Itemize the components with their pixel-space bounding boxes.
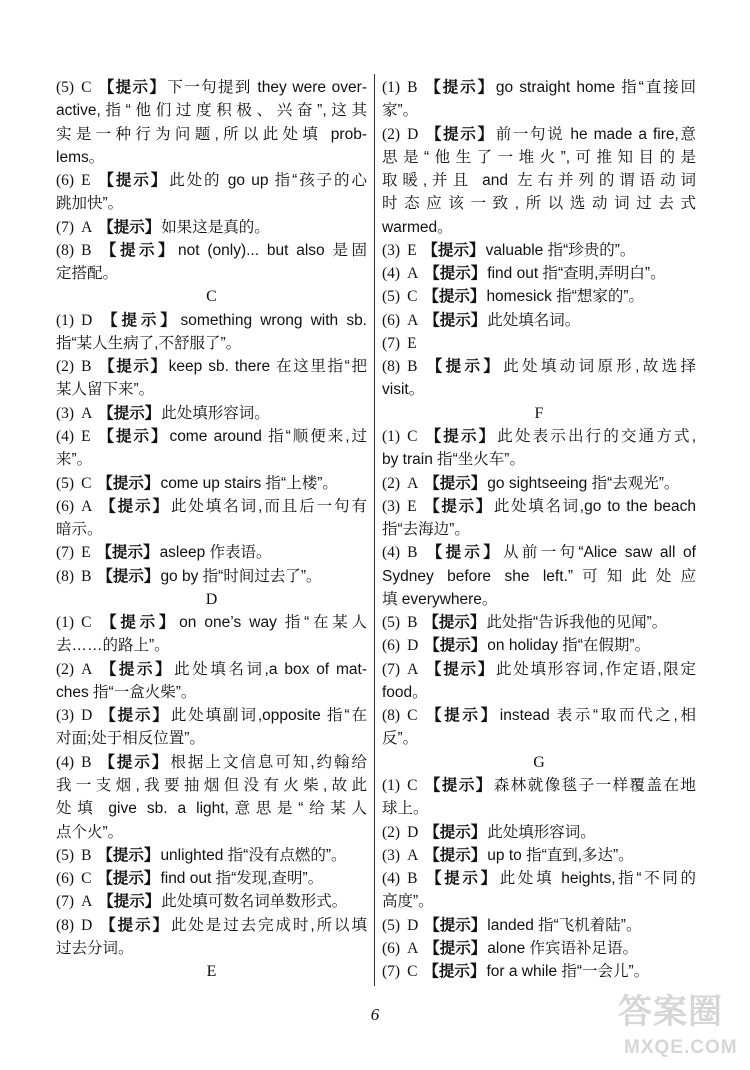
answer-item-first-line (56, 355, 367, 378)
answer-item (382, 425, 696, 472)
hint-text-continuation: warmed。 (382, 218, 453, 236)
question-number: (1) (382, 79, 401, 96)
hint-text-continuation: active,指“他们过度积极、兴奋”,这其 (56, 102, 367, 120)
question-number: (8) (382, 707, 401, 725)
answer-item (382, 960, 696, 983)
answer-item-first-line (382, 634, 696, 657)
answer-item-first-line (56, 169, 367, 192)
answer-item-first-line (56, 309, 367, 332)
left-column (56, 76, 367, 983)
question-number: (4) (382, 265, 401, 283)
hint-text-continuation: 过去分词。 (56, 939, 134, 957)
question-number: (2) (382, 823, 401, 841)
answer-item (56, 541, 367, 564)
answer-letter: E (81, 544, 91, 562)
hint-text: go by 指“时间过去了”。 (160, 567, 322, 585)
answer-letter: D (407, 637, 419, 655)
hint-label: 【提示】 (98, 916, 170, 934)
answer-letter: A (407, 939, 419, 957)
hint-text: 此处填名词,a box of mat- (174, 660, 367, 678)
answer-item-first-line (382, 309, 696, 332)
answer-letter: B (81, 241, 92, 259)
question-number: (7) (382, 660, 401, 678)
question-number: (3) (56, 404, 75, 422)
hint-text: landed 指“飞机着陆”。 (487, 916, 642, 934)
answer-letter: C (407, 288, 418, 306)
answer-letter: E (81, 172, 91, 190)
answer-letter: C (407, 427, 418, 445)
answer-item (56, 751, 367, 844)
answer-letter: D (81, 311, 93, 329)
hint-text-continuation: 指“某人生病了,不舒服了”。 (56, 334, 242, 352)
answer-item (56, 355, 367, 402)
question-number: (7) (56, 893, 75, 911)
answer-item-first-line (382, 914, 696, 937)
answer-item (382, 285, 696, 308)
hint-label: 【提示】 (424, 939, 487, 957)
hint-text: 此处填动词原形,故选择 (503, 358, 696, 376)
hint-label: 【提示】 (98, 311, 180, 329)
question-number: (6) (382, 311, 401, 329)
hint-text-continuation: Sydney before she left.”可知此处应 (382, 567, 696, 585)
answer-item-first-line (382, 937, 696, 960)
question-number: (5) (56, 846, 75, 864)
question-number: (5) (56, 474, 75, 492)
question-number: (4) (382, 544, 401, 562)
answer-item (56, 425, 367, 472)
answer-item-first-line (382, 123, 696, 146)
hint-text-continuation: visit。 (382, 381, 425, 399)
answer-letter: B (407, 544, 418, 562)
answer-item-first-line (382, 425, 696, 448)
question-number: (5) (382, 916, 401, 934)
hint-text: keep sb. there 在这里指“把 (168, 358, 367, 376)
answer-item (382, 76, 696, 123)
hint-label: 【提示】 (424, 637, 487, 655)
answer-letter: C (81, 474, 92, 492)
answer-letter: C (81, 614, 92, 632)
hint-text: 从前一句“Alice saw all of (503, 544, 696, 562)
answer-item (382, 541, 696, 611)
question-number: (5) (382, 288, 401, 306)
question-number: (8) (56, 567, 75, 585)
question-number: (6) (382, 637, 401, 655)
hint-label: 【提示】 (97, 241, 177, 259)
answer-item-first-line (56, 704, 367, 727)
answer-letter: A (407, 846, 419, 864)
hint-label: 【提示】 (98, 660, 174, 678)
question-number: (8) (56, 916, 75, 934)
question-number: (1) (56, 614, 75, 632)
hint-text-continuation: 定搭配。 (56, 265, 119, 283)
hint-label: 【提示】 (98, 893, 161, 911)
question-number: (6) (56, 172, 75, 190)
question-number: (8) (56, 241, 75, 259)
question-number: (8) (382, 358, 401, 376)
question-number: (4) (382, 870, 401, 888)
answer-item (56, 216, 367, 239)
hint-text: unlighted 指“没有点燃的”。 (160, 846, 347, 864)
answer-item-first-line (56, 402, 367, 425)
answer-item-first-line (56, 472, 367, 495)
answer-item-first-line (382, 355, 696, 378)
answer-item (382, 309, 696, 332)
hint-text: 如果这是真的。 (161, 218, 270, 236)
question-number: (4) (56, 427, 75, 445)
hint-label: 【提示】 (97, 474, 160, 492)
hint-text: 此处指“告诉我他的见闻”。 (486, 614, 668, 632)
hint-label: 【提示】 (424, 823, 487, 841)
answer-item-first-line (382, 285, 696, 308)
hint-label: 【提示】 (422, 497, 493, 515)
right-column (382, 76, 696, 983)
answer-item (56, 472, 367, 495)
answer-item (382, 239, 696, 262)
answer-letter: D (81, 916, 93, 934)
answer-item (56, 890, 367, 913)
hint-text-continuation: 球上。 (382, 800, 429, 818)
answer-item (382, 472, 696, 495)
answer-item (382, 332, 696, 355)
answer-letter: C (407, 963, 418, 981)
answer-item-first-line (56, 216, 367, 239)
answer-item (56, 565, 367, 588)
hint-text-continuation: ches 指“一盒火柴”。 (56, 683, 197, 701)
hint-text-continuation: 取暖,并且 and 左右并列的谓语动词 (382, 172, 696, 190)
answer-letter: A (407, 265, 419, 283)
hint-label: 【提示】 (423, 79, 495, 96)
hint-label: 【提示】 (424, 916, 487, 934)
question-number: (5) (56, 79, 75, 96)
answer-item-first-line (56, 611, 367, 634)
answer-item (382, 867, 696, 914)
answer-item (382, 262, 696, 285)
answer-item (382, 821, 696, 844)
question-number: (4) (56, 753, 75, 771)
answer-letter: E (81, 427, 91, 445)
hint-label: 【提示】 (424, 311, 487, 329)
hint-text-continuation: 处填 give sb. a light,意思是“给某人 (56, 800, 367, 818)
hint-label: 【提示】 (96, 172, 169, 190)
hint-label: 【提示】 (96, 544, 159, 562)
answer-letter: B (407, 614, 418, 632)
answer-item (56, 914, 367, 961)
answer-item (382, 774, 696, 821)
hint-text-continuation: by train 指“坐火车”。 (382, 451, 525, 469)
hint-label: 【提示】 (424, 660, 495, 678)
hint-label: 【提示】 (97, 846, 160, 864)
answer-letter: A (81, 497, 93, 515)
hint-text-continuation: 某人留下来”。 (56, 381, 155, 399)
answer-letter: E (407, 497, 417, 515)
hint-text: come around 指“顺便来,过 (169, 427, 367, 445)
hint-text: 此处表示出行的交通方式, (497, 427, 696, 445)
hint-text-continuation: 时态应该一致,所以选动词过去式 (382, 195, 696, 213)
answer-letter: B (407, 79, 418, 96)
answer-letter: A (407, 474, 419, 492)
hint-text: 此处填 heights,指“不同的 (499, 870, 696, 888)
hint-text: on one’s way 指“在某人 (179, 614, 367, 632)
hint-text-continuation: 来”。 (56, 451, 93, 469)
question-number: (6) (56, 497, 75, 515)
answer-item-first-line (56, 76, 367, 99)
question-number: (1) (56, 311, 75, 329)
answer-item-first-line (382, 844, 696, 867)
hint-text-continuation: lems。 (56, 148, 105, 166)
hint-text: 此处是过去完成时,所以填 (170, 916, 367, 934)
hint-label: 【提示】 (424, 474, 487, 492)
answer-item-first-line (382, 611, 696, 634)
answer-item-first-line (56, 844, 367, 867)
hint-label: 【提示】 (423, 707, 499, 725)
hint-text-continuation: 填 everywhere。 (382, 590, 498, 608)
hint-label: 【提示】 (97, 567, 160, 585)
question-number: (2) (382, 474, 401, 492)
answer-letter: E (407, 241, 417, 259)
answer-letter: A (81, 660, 93, 678)
hint-label: 【提示】 (98, 218, 161, 236)
hint-label: 【提示】 (423, 288, 486, 306)
answer-item (382, 844, 696, 867)
answer-item (382, 914, 696, 937)
answer-item (56, 309, 367, 356)
answer-item-first-line (382, 658, 696, 681)
hint-label: 【提示】 (423, 358, 503, 376)
hint-text-continuation: 跳加快”。 (56, 195, 124, 213)
hint-text: on holiday 指“在假期”。 (487, 637, 651, 655)
hint-label: 【提示】 (423, 427, 497, 445)
hint-text: asleep 作表语。 (159, 544, 272, 562)
page-number: 6 (370, 1005, 380, 1024)
answer-letter: B (81, 753, 92, 771)
hint-label: 【提示】 (424, 265, 487, 283)
question-number: (2) (382, 125, 401, 143)
answer-item (382, 658, 696, 705)
answer-letter: A (81, 893, 93, 911)
answer-letter: D (81, 707, 93, 725)
hint-text: 此处填形容词,作定语,限定 (495, 660, 696, 678)
hint-label: 【提示】 (98, 404, 161, 422)
answer-letter: B (81, 358, 92, 376)
question-number: (2) (56, 358, 75, 376)
hint-label: 【提示】 (98, 707, 170, 725)
hint-text-continuation: 高度”。 (382, 893, 434, 911)
hint-text-continuation: 家”。 (382, 102, 419, 120)
answer-item-first-line (382, 541, 696, 564)
answer-item (56, 76, 367, 169)
hint-text-continuation: 思是“他生了一堆火”,可推知目的是 (382, 148, 696, 166)
hint-label: 【提示】 (424, 125, 495, 143)
answer-item (382, 495, 696, 542)
question-number: (5) (382, 614, 401, 632)
answer-letter: C (407, 776, 418, 794)
answer-letter: A (407, 311, 419, 329)
hint-text: 此处填名词。 (487, 311, 581, 329)
section-heading: F (534, 404, 544, 422)
hint-label: 【提示】 (97, 79, 167, 96)
answer-item (56, 402, 367, 425)
answer-item (56, 169, 367, 216)
answer-letter: D (407, 916, 419, 934)
answer-item-first-line (382, 867, 696, 890)
hint-text: 此处填可数名词单数形式。 (161, 893, 348, 911)
question-number: (7) (56, 218, 75, 236)
answer-item (56, 239, 367, 286)
answer-item-first-line (382, 821, 696, 844)
hint-text: go straight home 指“直接回 (495, 79, 696, 96)
column-divider (374, 74, 375, 986)
hint-text: homesick 指“想家的”。 (486, 288, 645, 306)
answer-letter: A (81, 218, 93, 236)
question-number: (2) (56, 660, 75, 678)
answer-letter: D (407, 823, 419, 841)
answer-letter: A (81, 404, 93, 422)
hint-label: 【提示】 (97, 870, 160, 888)
hint-text-continuation: 去……的路上”。 (56, 637, 170, 655)
answer-item (56, 611, 367, 658)
hint-text-continuation: 对面;处于相反位置”。 (56, 730, 205, 748)
hint-text-continuation: food。 (382, 683, 428, 701)
answer-item-first-line (56, 890, 367, 913)
answer-item-first-line (382, 704, 696, 727)
answer-letter: B (81, 846, 92, 864)
question-number: (6) (382, 939, 401, 957)
answer-item-first-line (382, 774, 696, 797)
hint-label: 【提示】 (97, 753, 170, 771)
hint-text: come up stairs 指“上楼”。 (160, 474, 338, 492)
hint-label: 【提示】 (422, 241, 485, 259)
hint-text: 前一句说 he made a fire,意 (495, 125, 696, 143)
question-number: (3) (382, 241, 401, 259)
question-number: (7) (382, 334, 401, 352)
answer-item (382, 704, 696, 751)
answer-item (382, 123, 696, 239)
hint-text: 此处填副词,opposite 指“在 (170, 707, 367, 725)
answer-letter: E (407, 334, 417, 352)
hint-label: 【提示】 (423, 963, 486, 981)
answer-letter: C (81, 870, 92, 888)
hint-text: for a while 指“一会儿”。 (486, 963, 650, 981)
answer-item-first-line (56, 425, 367, 448)
answer-item-first-line (56, 914, 367, 937)
hint-text: 此处填名词,go to the beach (493, 497, 696, 515)
hint-text: not (only)... but also 是固 (178, 241, 367, 259)
section-heading: C (206, 288, 217, 306)
hint-label: 【提示】 (96, 427, 169, 445)
answer-item (382, 634, 696, 657)
question-number: (7) (382, 963, 401, 981)
answer-letter: D (407, 125, 419, 143)
hint-text: up to 指“直到,多达”。 (487, 846, 634, 864)
answer-item-first-line (56, 867, 367, 890)
hint-text: 此处填形容词。 (487, 823, 596, 841)
hint-text: find out 指“查明,弄明白”。 (487, 265, 666, 283)
question-number: (3) (56, 707, 75, 725)
answer-item (382, 611, 696, 634)
answer-item-first-line (382, 332, 696, 355)
hint-text-continuation: 我一支烟,我要抽烟但没有火柴,故此 (56, 776, 367, 794)
watermark-logo: 答案圈 (618, 992, 723, 1032)
question-number: (6) (56, 870, 75, 888)
answer-letter: B (407, 358, 418, 376)
hint-label: 【提示】 (423, 870, 499, 888)
hint-label: 【提示】 (423, 544, 503, 562)
hint-text: 此处填名词,而且后一句有 (170, 497, 367, 515)
hint-text-continuation: 暗示。 (56, 521, 103, 539)
answer-item-first-line (56, 495, 367, 518)
hint-text-continuation: 反”。 (382, 730, 419, 748)
answer-item-first-line (382, 495, 696, 518)
hint-label: 【提示】 (98, 497, 170, 515)
answer-item (56, 495, 367, 542)
answer-item-first-line (382, 472, 696, 495)
answer-item-first-line (56, 541, 367, 564)
hint-label: 【提示】 (423, 776, 493, 794)
answer-item (56, 844, 367, 867)
answer-item (56, 704, 367, 751)
answer-letter: B (81, 567, 92, 585)
hint-text: find out 指“发现,查明”。 (160, 870, 324, 888)
watermark-site: MXQE.COM (624, 1037, 738, 1058)
answer-item-first-line (56, 239, 367, 262)
hint-text-continuation: 点个火”。 (56, 823, 124, 841)
hint-text: 森林就像毯子一样覆盖在地 (493, 776, 696, 794)
answer-item-first-line (56, 565, 367, 588)
answer-item (56, 867, 367, 890)
answer-letter: C (81, 79, 92, 96)
question-number: (1) (382, 776, 401, 794)
hint-text: 根据上文信息可知,约翰给 (170, 753, 367, 771)
hint-label: 【提示】 (97, 614, 179, 632)
answer-item (382, 937, 696, 960)
hint-text: something wrong with sb. (180, 311, 367, 329)
hint-text: instead 表示“取而代之,相 (499, 707, 696, 725)
answer-item (382, 355, 696, 402)
answer-item-first-line (382, 960, 696, 983)
hint-text-continuation: 指“去海边”。 (382, 521, 470, 539)
question-number: (3) (382, 846, 401, 864)
hint-text: valuable 指“珍贵的”。 (485, 241, 636, 259)
answer-item-first-line (382, 239, 696, 262)
question-number: (1) (382, 427, 401, 445)
hint-label: 【提示】 (423, 614, 486, 632)
answer-letter: B (407, 870, 418, 888)
hint-text: 此处的 go up 指“孩子的心 (169, 172, 367, 190)
hint-text: 下一句提到 they were over- (167, 79, 367, 96)
answer-item (56, 658, 367, 705)
section-heading: E (206, 963, 217, 981)
hint-text: go sightseeing 指“去观光”。 (487, 474, 680, 492)
hint-text: 此处填形容词。 (161, 404, 270, 422)
hint-text: alone 作宾语补足语。 (487, 939, 639, 957)
section-heading: G (533, 753, 545, 771)
section-heading: D (205, 590, 218, 608)
question-number: (3) (382, 497, 401, 515)
answer-item-first-line (382, 262, 696, 285)
answer-letter: A (407, 660, 419, 678)
answer-item-first-line (56, 658, 367, 681)
hint-text-continuation: 实是一种行为问题,所以此处填 prob- (56, 125, 367, 143)
answer-item-first-line (382, 76, 696, 99)
hint-label: 【提示】 (97, 358, 168, 376)
answer-item-first-line (56, 751, 367, 774)
hint-label: 【提示】 (424, 846, 487, 864)
question-number: (7) (56, 544, 75, 562)
answer-letter: C (407, 707, 418, 725)
